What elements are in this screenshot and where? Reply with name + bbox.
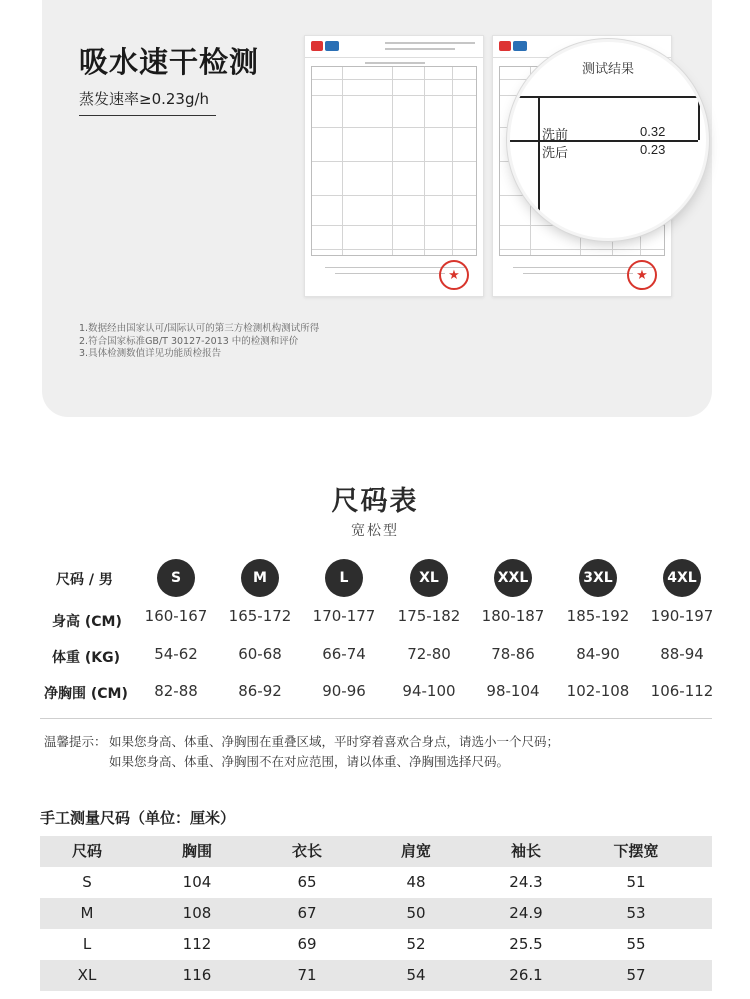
table-cell: 48 <box>406 873 426 891</box>
height-cell: 190-197 <box>650 607 714 625</box>
table-cell: 108 <box>182 904 212 922</box>
weight-cell: 66-74 <box>322 645 366 663</box>
height-cell: 170-177 <box>312 607 376 625</box>
test-note: 2.符合国家标准GB/T 30127-2013 中的检测和评价 <box>79 335 299 347</box>
table-cell: 55 <box>626 935 646 953</box>
table-cell: 67 <box>297 904 317 922</box>
size-badge-s: S <box>157 559 195 597</box>
size-badge-l: L <box>325 559 363 597</box>
chest-cell: 102-108 <box>566 682 630 700</box>
test-section-title: 吸水速干检测 <box>79 45 260 79</box>
chest-cell: 86-92 <box>238 682 282 700</box>
result-value: 0.32 <box>640 124 666 139</box>
table-cell: 51 <box>626 873 646 891</box>
table-cell: S <box>82 873 92 891</box>
table-cell: 52 <box>406 935 426 953</box>
table-cell: 116 <box>182 966 212 984</box>
weight-cell: 72-80 <box>407 645 451 663</box>
table-cell: M <box>80 904 94 922</box>
result-label: 洗前 <box>542 128 569 143</box>
table-cell: 50 <box>406 904 426 922</box>
weight-cell: 78-86 <box>491 645 535 663</box>
table-cell: 71 <box>297 966 317 984</box>
size-badge-3xl: 3XL <box>579 559 617 597</box>
size-badge-xl: XL <box>410 559 448 597</box>
chest-cell: 82-88 <box>154 682 198 700</box>
size-badge-4xl: 4XL <box>663 559 701 597</box>
height-cell: 180-187 <box>481 607 545 625</box>
weight-cell: 54-62 <box>154 645 198 663</box>
tip-line-2: 如果您身高、体重、净胸围不在对应范围，请以体重、净胸围选择尺码。 <box>109 754 510 769</box>
table-header-row <box>40 836 712 867</box>
chest-cell: 90-96 <box>322 682 366 700</box>
test-note: 3.具体检测数值详见功能质检报告 <box>79 348 222 359</box>
table-cell: 54 <box>406 966 426 984</box>
cnas-logo-icon <box>325 41 339 51</box>
chest-cell: 98-104 <box>486 682 540 700</box>
table-cell: 26.1 <box>509 966 543 984</box>
table-row <box>40 898 712 929</box>
test-note: 1.数据经由国家认可/国际认可的第三方检测机构测试所得 <box>79 323 320 334</box>
weight-cell: 84-90 <box>576 645 620 663</box>
table-cell: 65 <box>297 873 317 891</box>
table-row <box>40 960 712 991</box>
tip-line-1: 如果您身高、体重、净胸围在重叠区域，平时穿着喜欢合身点，请选小一个尺码； <box>109 734 560 749</box>
height-cell: 165-172 <box>228 607 292 625</box>
table-cell: XL <box>77 966 97 984</box>
result-label: 洗后 <box>542 146 569 161</box>
height-cell: 185-192 <box>566 607 630 625</box>
red-seal-stamp-icon: ★ <box>627 260 657 290</box>
table-cell: 53 <box>626 904 646 922</box>
weight-cell: 88-94 <box>660 645 704 663</box>
cma-logo-icon <box>311 41 323 51</box>
table-header-cell: 尺码 <box>71 842 102 860</box>
weight-row-label: 体重 (KG) <box>52 650 121 666</box>
size-chart-title: 尺码表 <box>331 486 419 517</box>
size-row-label: 尺码 / 男 <box>56 572 113 588</box>
height-row-label: 身高 (CM) <box>52 614 122 630</box>
table-cell: 25.5 <box>509 935 543 953</box>
table-header-cell: 下摆宽 <box>613 842 659 860</box>
table-cell: 104 <box>182 873 212 891</box>
table-row <box>40 929 712 960</box>
table-cell: 69 <box>297 935 317 953</box>
table-cell: L <box>82 935 92 953</box>
chest-cell: 94-100 <box>402 682 456 700</box>
chest-row-label: 净胸围 (CM) <box>44 686 128 702</box>
weight-cell: 60-68 <box>238 645 282 663</box>
result-before-wash <box>542 124 666 143</box>
red-seal-stamp-icon: ★ <box>439 260 469 290</box>
result-value: 0.23 <box>640 142 666 157</box>
evaporation-rate-subtitle: 蒸发速率≥0.23g/h <box>79 88 216 116</box>
test-report-image-1 <box>304 35 484 297</box>
table-row <box>40 867 712 898</box>
table-header-cell: 胸围 <box>181 842 212 860</box>
divider <box>40 718 712 719</box>
result-after-wash <box>542 142 666 161</box>
magnifier-zoom <box>510 42 706 238</box>
table-header-cell: 衣长 <box>291 842 322 860</box>
height-cell: 160-167 <box>144 607 208 625</box>
tip-prefix: 温馨提示： <box>44 734 107 749</box>
table-cell: 24.9 <box>509 904 543 922</box>
test-notes <box>79 323 319 361</box>
measure-table <box>40 836 712 991</box>
table-cell: 24.3 <box>509 873 543 891</box>
table-cell: 57 <box>626 966 646 984</box>
size-chart-subtitle: 宽松型 <box>351 523 399 539</box>
table-header-cell: 袖长 <box>510 842 541 860</box>
height-cell: 175-182 <box>397 607 461 625</box>
size-badge-m: M <box>241 559 279 597</box>
magnifier-header: 测试结果 <box>510 42 706 98</box>
size-badge-xxl: XXL <box>494 559 532 597</box>
measure-table-title: 手工测量尺码（单位：厘米） <box>40 809 236 827</box>
chest-cell: 106-112 <box>650 682 714 700</box>
table-cell: 112 <box>182 935 212 953</box>
table-header-cell: 肩宽 <box>400 842 431 860</box>
